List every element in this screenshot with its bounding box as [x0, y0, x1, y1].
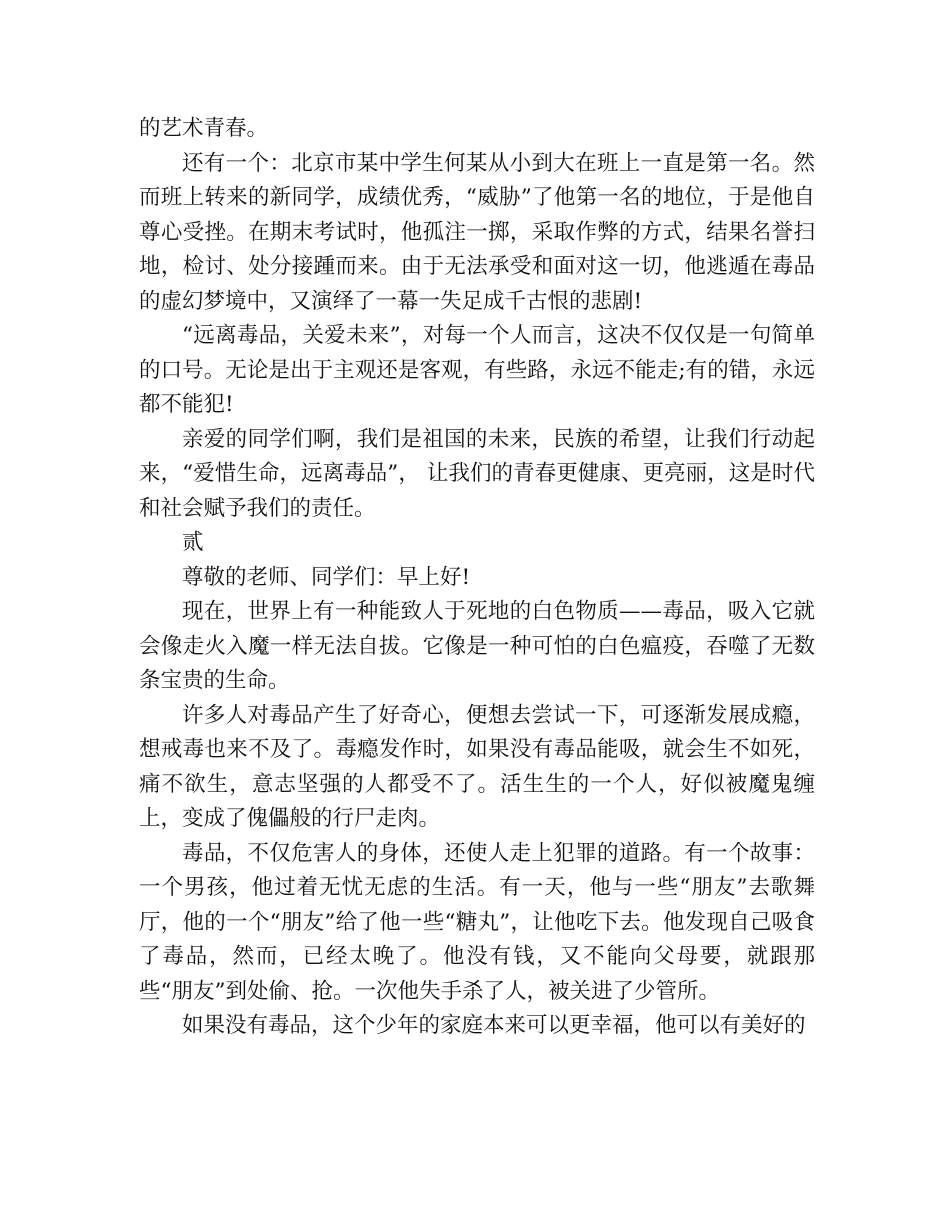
paragraph-4: 亲爱的同学们啊，我们是祖国的未来，民族的希望，让我们行动起来，“爱惜生命，远离毒品”， 让我们的青春更健康、更亮丽，这是时代和社会赋予我们的责任。 [139, 426, 815, 521]
paragraph-3: “远离毒品，关爱未来”，对每一个人而言，这决不仅仅是一句简单的口号。无论是出于主观还是客观，有些路，永远不能走;有的错，永远都不能犯! [139, 323, 815, 417]
greeting: 尊敬的老师、同学们：早上好! [182, 564, 471, 590]
paragraph-7: 现在，世界上有一种能致人于死地的白色物质——毒品，吸入它就会像走火入魔一样无法自拔。它像是一种可怕的白色瘟疫，吞噬了无数条宝贵的生命。 [139, 599, 815, 693]
paragraph-10: 如果没有毒品，这个少年的家庭本来可以更幸福，他可以有美好的 [182, 1013, 806, 1038]
paragraph-2: 还有一个：北京市某中学生何某从小到大在班上一直是第一名。然而班上转来的新同学，成绩优秀，“威胁”了他第一名的地位，于是他自尊心受挫。在期末考试时，他孤注一掷，采取作弊的方式，结果名誉扫地，检讨、处分接踵而来。由于无法承受和面对这一切，他逃遁在毒品的虚幻梦境中，又演绎了一幕一失足成千古恨的悲剧! [139, 150, 815, 314]
paragraph-1: 的艺术青春。 [139, 116, 269, 141]
paragraph-9: 毒品，不仅危害人的身体，还使人走上犯罪的道路。有一个故事：一个男孩，他过着无忧无虑的生活。有一天，他与一些“朋友”去歌舞厅，他的一个“朋友”给了他一些“糖丸”，让他吃下去。他发现自己吸食了毒品，然而，已经太晚了。他没有钱，又不能向父母要，就跟那些“朋友”到处偷、抢。一次他失手杀了人，被关进了少管所。 [139, 840, 815, 1004]
document-body [139, 112, 815, 1044]
section-heading: 贰 [182, 530, 204, 555]
paragraph-8: 许多人对毒品产生了好奇心，便想去尝试一下，可逐渐发展成瘾，想戒毒也来不及了。毒瘾发作时，如果没有毒品能吸，就会生不如死，痛不欲生，意志坚强的人都受不了。活生生的一个人，好似被魔鬼缠上，变成了傀儡般的行尸走肉。 [139, 702, 815, 831]
